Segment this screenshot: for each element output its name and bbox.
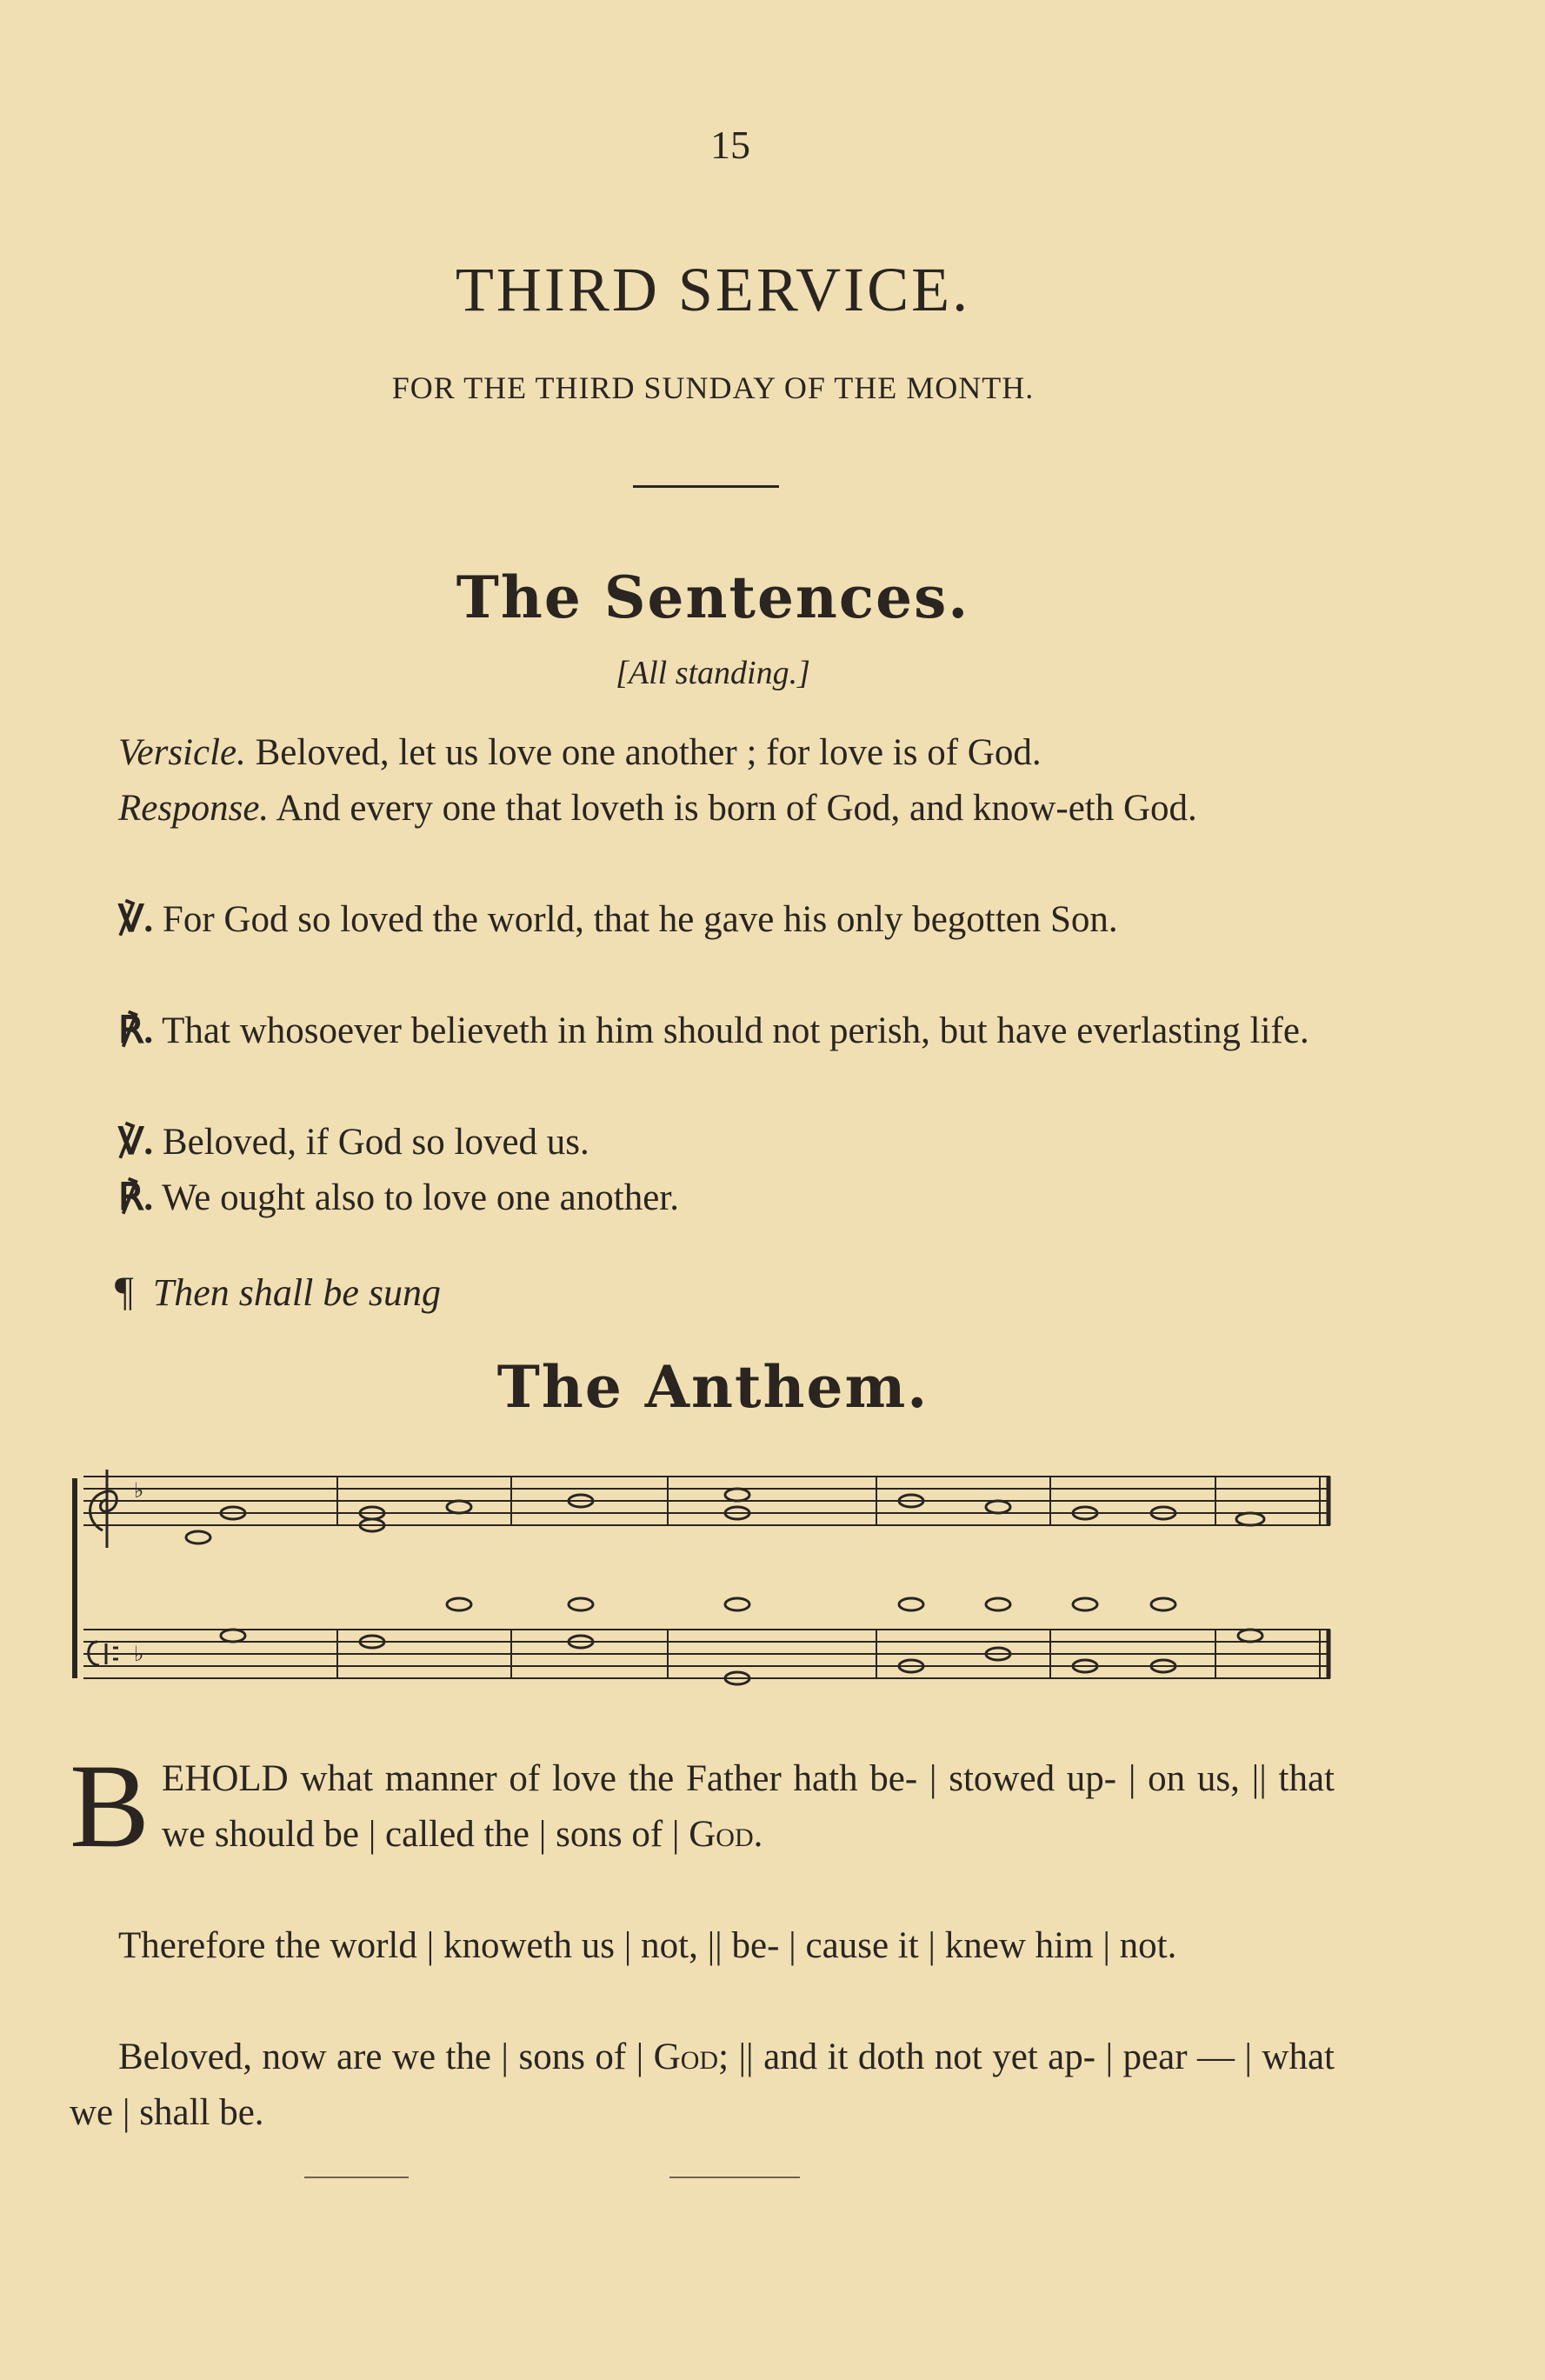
verse-label: Versicle. [118,732,246,773]
sentences-heading: The Sentences. [456,563,970,631]
anthem-music-score [68,1461,1337,1696]
versicle-3 [70,1115,1335,1170]
footer-rule [304,2177,409,2178]
anthem-verse-text-end: ; || and it doth not yet ap- | pear — | what we | shall be. [70,2037,1335,2133]
svg-text:♭: ♭ [134,1643,144,1666]
dropcap-letter: B [70,1739,150,1872]
anthem-verse-text: Therefore the world | knoweth us | not, || be- | cause it | knew him | not. [118,1925,1177,1966]
anthem-verse-smallcaps: God. [689,1814,763,1855]
page-subtitle: FOR THE THIRD SUNDAY OF THE MONTH. [391,370,1035,405]
verse-text: Beloved, let us love one another ; for love is of God. [255,732,1042,773]
anthem-verse-smallcaps: God [653,2037,719,2077]
versicle-1 [70,725,1335,781]
verse-text: For God so loved the world, that he gave his only begotten Son. [162,899,1118,940]
response-2 [70,1003,1335,1059]
page-number: 15 [710,123,750,167]
verse-label: Response. [118,788,270,829]
verse-text: Beloved, if God so loved us. [162,1122,589,1163]
anthem-verse-2 [70,1918,1335,1974]
anthem-heading: The Anthem. [496,1353,929,1421]
pilcrow-icon: ¶ [115,1269,134,1315]
response-symbol: ℟. [118,1177,154,1218]
anthem-verse-text: EHOLD what manner of love the Father hath be- | stowed up- | on us, || that we should be | called the | sons of | [162,1758,1335,1855]
versicle-symbol: ℣. [118,1122,154,1163]
response-symbol: ℟. [118,1010,154,1051]
response-1 [70,781,1335,837]
svg-text:♭: ♭ [134,1480,144,1503]
footer-rule [669,2177,800,2178]
standing-rubric: [All standing.] [616,655,810,691]
verse-text: That whosoever believeth in him should not perish, but have everlasting life. [162,1010,1309,1051]
anthem-verse-text: Beloved, now are we the | sons of | [118,2037,644,2077]
anthem-verse-1 [70,1739,1335,1872]
versicle-2 [70,892,1335,948]
verse-text: And every one that loveth is born of God, and know-eth God. [276,788,1197,829]
title-rule [633,485,779,488]
page-title: THIRD SERVICE. [455,255,971,324]
anthem-verse-3 [70,2030,1335,2141]
versicle-symbol: ℣. [118,899,154,940]
then-rubric [115,1268,441,1316]
response-3 [70,1170,1335,1226]
then-rubric-text: Then shall be sung [152,1271,441,1314]
verse-text: We ought also to love one another. [162,1177,679,1218]
